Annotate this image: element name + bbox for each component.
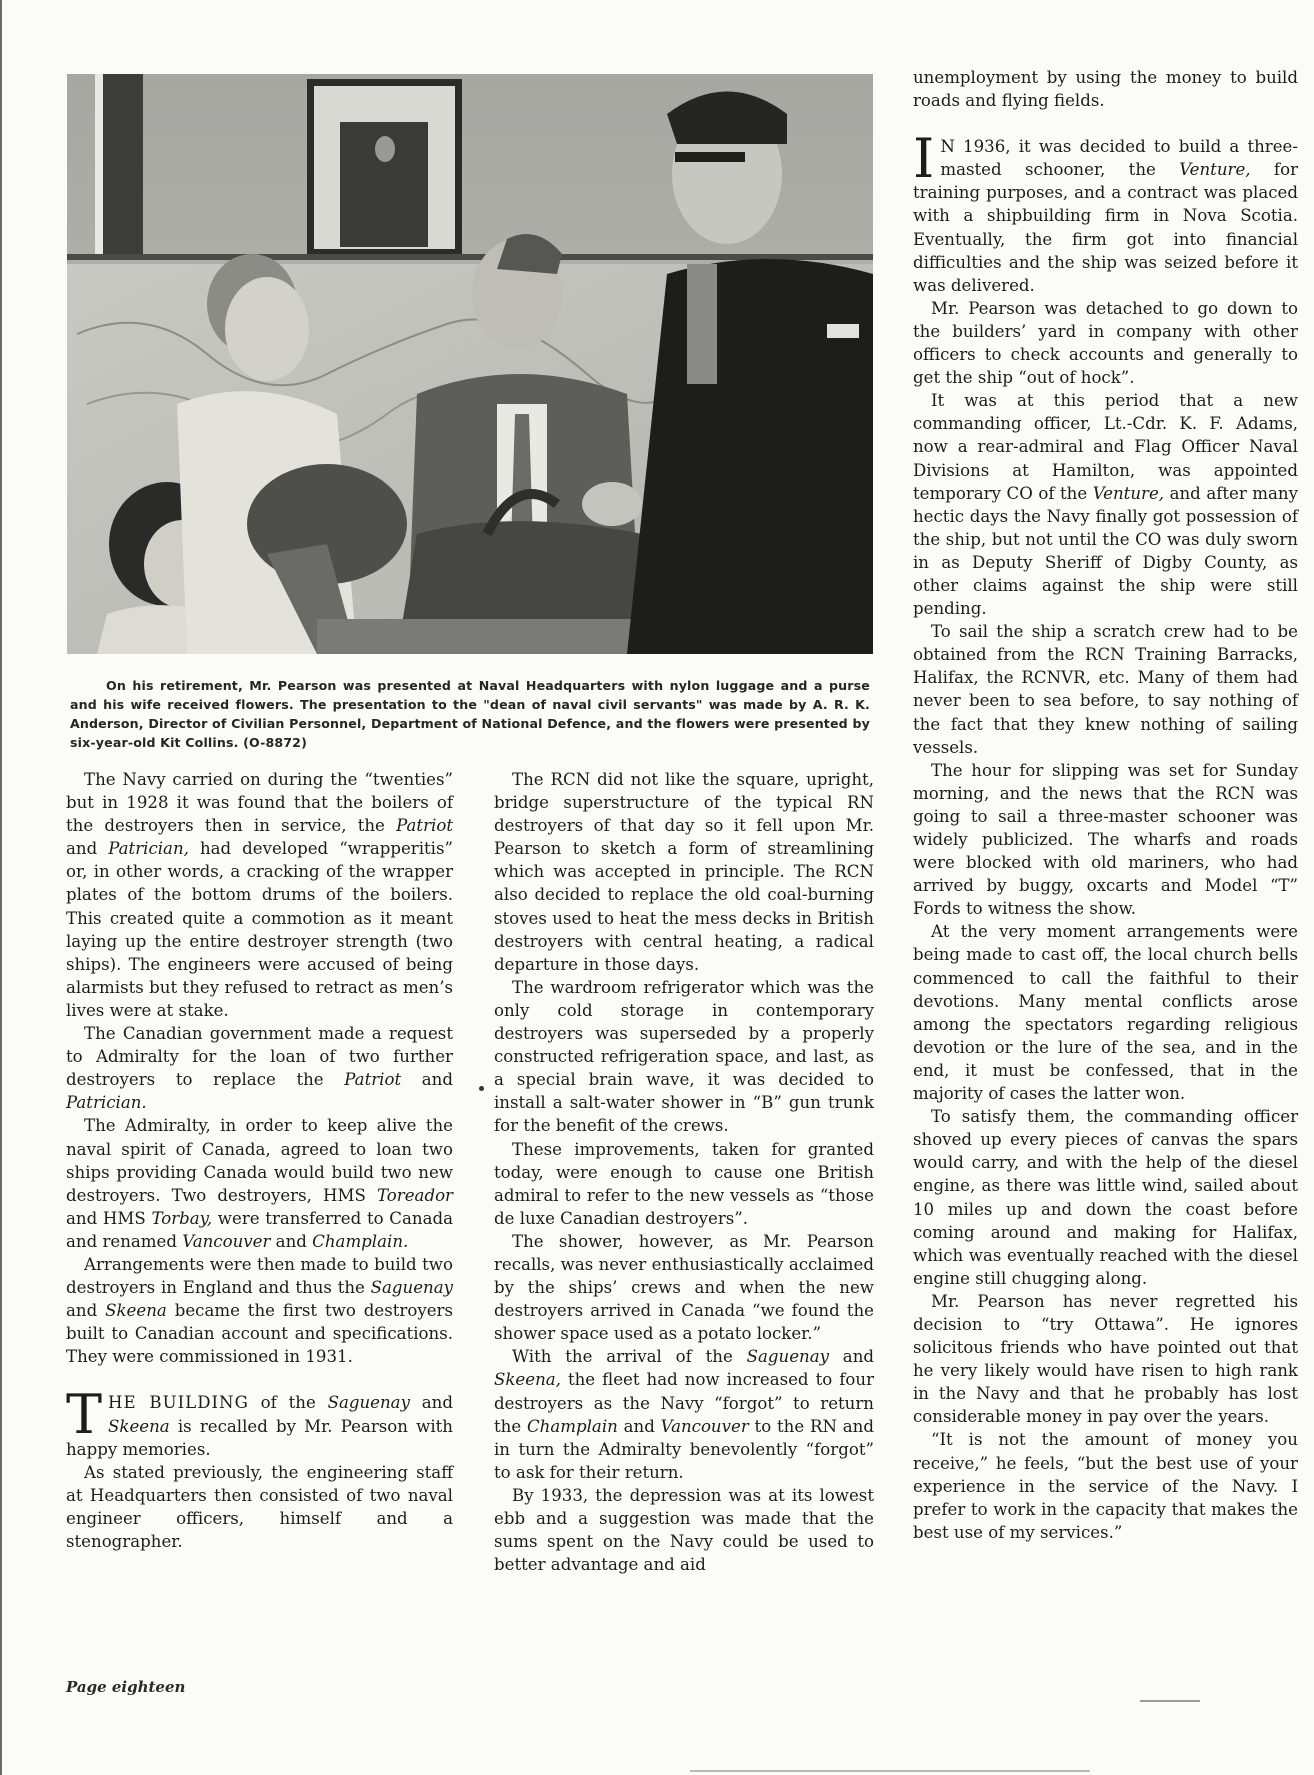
text-run: were transferred to Canada and renamed [66,1208,453,1251]
text-run: and [66,1301,106,1321]
text-run: the fleet had now increased to four destroyers as the Navy “forgot” to return the [494,1370,874,1436]
ship-name: Torbay, [151,1208,213,1228]
page-footer: Page eighteen [66,1678,186,1696]
paragraph: Mr. Pearson was detached to go down to the builders’ yard in company with other officers to check accounts and generally to get the ship “out of hock”. [913,298,1298,388]
ship-name: Skeena, [494,1370,561,1390]
text-run: to the RN and in turn the Admiralty benevolently “forgot” to ask for their return. [494,1416,874,1482]
drop-cap: I [913,127,935,191]
column-right [913,66,1298,1544]
text-run: and [270,1231,313,1251]
paragraph: These improvements, taken for granted today, were enough to cause one British admiral to refer to the new vessels as “those de luxe Canadian destroyers”. [494,1139,874,1228]
ship-name: Saguenay [327,1393,410,1413]
page-edge [0,0,2,1775]
paragraph: “It is not the amount of money you receive,” he feels, “but the best use of your experience in the service of the Navy. I prefer to work in the capacity that makes the best use of my services.” [913,1430,1298,1542]
print-smudge [1140,1700,1200,1702]
text-run: With the arrival of the [512,1347,747,1367]
text-run: and HMS [66,1208,152,1228]
ship-name: Venture, [1092,483,1165,503]
text-run: of the [248,1393,328,1413]
ship-name: Patrician, [108,839,189,859]
text-run: It was at this period that a new commanding officer, Lt.-Cdr. K. F. Adams, now a rear-admiral and Flag Officer Naval Divisions at Hamilton, was appointed temporary CO of the [913,391,1298,503]
paragraph: The RCN did not like the square, upright, bridge superstructure of the typical RN destroyers of that day so it fell upon Mr. Pearson to sketch a form of streamlining which was accepted in principle. The RCN also decided to replace the old coal-burning stoves used to heat the mess decks in British destroyers with central heating, a radical departure in those days. [494,770,874,974]
text-run: and [617,1416,661,1436]
ship-name: Patrician. [66,1093,147,1113]
text-run: became the first two destroyers built to Canadian account and specifications. They were commissioned in 1931. [66,1301,453,1367]
text-run: The Admiralty, in order to keep alive the naval spirit of Canada, agreed to loan two ships providing Canada would build two new destroyers. Two destroyers, HMS [66,1116,453,1205]
section-opening-paragraph [66,1383,453,1460]
drop-cap: T [66,1383,103,1447]
paragraph-continued: unemployment by using the money to build roads and flying fields. [913,68,1298,111]
ship-name: Skeena [108,1416,170,1436]
ship-name: Vancouver [660,1416,749,1436]
column-left [66,768,453,1553]
text-run: N 1936, it was decided to build a three-masted schooner, the [940,137,1298,180]
ship-name: Champlain. [312,1231,409,1251]
photo-caption [70,676,870,752]
text-run: and [828,1347,875,1367]
ship-name: Champlain [526,1416,618,1436]
retirement-photo [67,74,873,654]
paragraph [66,1022,453,1114]
text-run: and [409,1393,453,1413]
section-opening-paragraph [913,127,1298,297]
ship-name: Skeena [105,1301,167,1321]
paragraph: At the very moment arrangements were being made to cast off, the local church bells commenced to call the faithful to their devotions. Many mental conflicts arose among the spectators regarding religious devotion or the lure of the sea, and in the end, it must be confessed, that in the majority of cases the latter won. [913,922,1298,1104]
paragraph [913,389,1298,620]
text-run: Arrangements were then made to build two destroyers in England and thus the [66,1254,453,1298]
text-run: The Navy carried on during the “twenties” but in 1928 it was found that the boilers of the destroyers then in service, the [66,770,453,836]
caption-text: On his retirement, Mr. Pearson was presented at Naval Headquarters with nylon luggage and a purse and his wife received flowers. The presentation to the "dean of naval civil servants" was made by A. R. K. Anderson, Director of Civilian Personnel, Department of National Defence, and the flowers were presented by six-year-old Kit Collins. (O-8872) [70,678,870,750]
print-speck [479,1086,484,1091]
paragraph [66,768,453,1022]
paragraph: Mr. Pearson has never regretted his decision to “try Ottawa”. He ignores solicitous friends who have pointed out that he very likely would have risen to high rank in the Navy and that he probably has lost considerable money in pay over the years. [913,1291,1298,1427]
paragraph [66,1253,453,1368]
text-run: The Canadian government made a request to Admiralty for the loan of two further destroyers to replace the [66,1024,453,1090]
column-middle [494,768,874,1576]
ship-name: Saguenay [370,1278,453,1298]
ship-name: Toreador [377,1185,453,1205]
text-run: and [401,1070,453,1090]
paragraph: The shower, however, as Mr. Pearson recalls, was never enthusiastically acclaimed by the ships’ crews and when the new destroyers arrived in Canada “we found the shower space used as a potato locker.” [494,1231,874,1344]
photo-image [67,74,873,654]
paragraph: By 1933, the depression was at its lowest ebb and a suggestion was made that the sums spent on the Navy could be used to better advantage and aid [494,1485,874,1575]
text-run: had developed “wrapperitis” or, in other words, a cracking of the wrapper plates of the bottom drums of the boilers. This created quite a commotion as it meant laying up the entire destroyer strength (two ships). The engineers were accused of being alarmists but they refused to retract as men’s lives were at stake. [66,839,453,1020]
ship-name: Vancouver [182,1231,271,1251]
text-run: and after many hectic days the Navy finally got possession of the ship, but not until the CO was duly sworn in as Deputy Sheriff of Digby County, as other claims against the ship were still pending. [913,483,1298,619]
text-run: and [66,839,109,859]
paragraph [494,1345,874,1484]
paragraph: The hour for slipping was set for Sunday morning, and the news that the RCN was going to sail a three-master schooner was widely publicized. The wharfs and roads were blocked with old mariners, who had arrived by buggy, oxcarts and Model “T” Fords to witness the show. [913,760,1298,919]
text-run: is recalled by Mr. Pearson with happy memories. [66,1416,453,1459]
paragraph: As stated previously, the engineering staff at Headquarters then consisted of two naval engineer officers, himself and a stenographer. [66,1462,453,1551]
paragraph: To sail the ship a scratch crew had to be obtained from the RCN Training Barracks, Halifax, the RCNVR, etc. Many of them had never been to sea before, to say nothing of the fact that they knew nothing of sailing vessels. [913,622,1298,757]
ship-name: Patriot [344,1070,402,1090]
print-smudge [690,1770,1090,1772]
paragraph [66,1114,453,1253]
ship-name: Saguenay [746,1347,829,1367]
text-run: for training purposes, and a contract was placed with a shipbuilding firm in Nova Scotia. Eventually, the firm got into financial difficulties and the ship was seized before it was delivered. [913,160,1298,295]
ship-name: Venture, [1179,160,1251,180]
lead-in-caps: HE BUILDING [108,1393,249,1413]
ship-name: Patriot [396,816,453,836]
paragraph: The wardroom refrigerator which was the only cold storage in contemporary destroyers was superseded by a properly constructed refrigeration space, and last, as a special brain wave, it was decided to install a salt-water shower in “B” gun trunk for the benefit of the crews. [494,977,874,1136]
paragraph: To satisfy them, the commanding officer shoved up every pieces of canvas the spars would carry, and with the help of the diesel engine, as there was little wind, sailed about 10 miles up and down the coast before coming around and making for Halifax, which was eventually reached with the diesel engine still chugging along. [913,1107,1298,1288]
